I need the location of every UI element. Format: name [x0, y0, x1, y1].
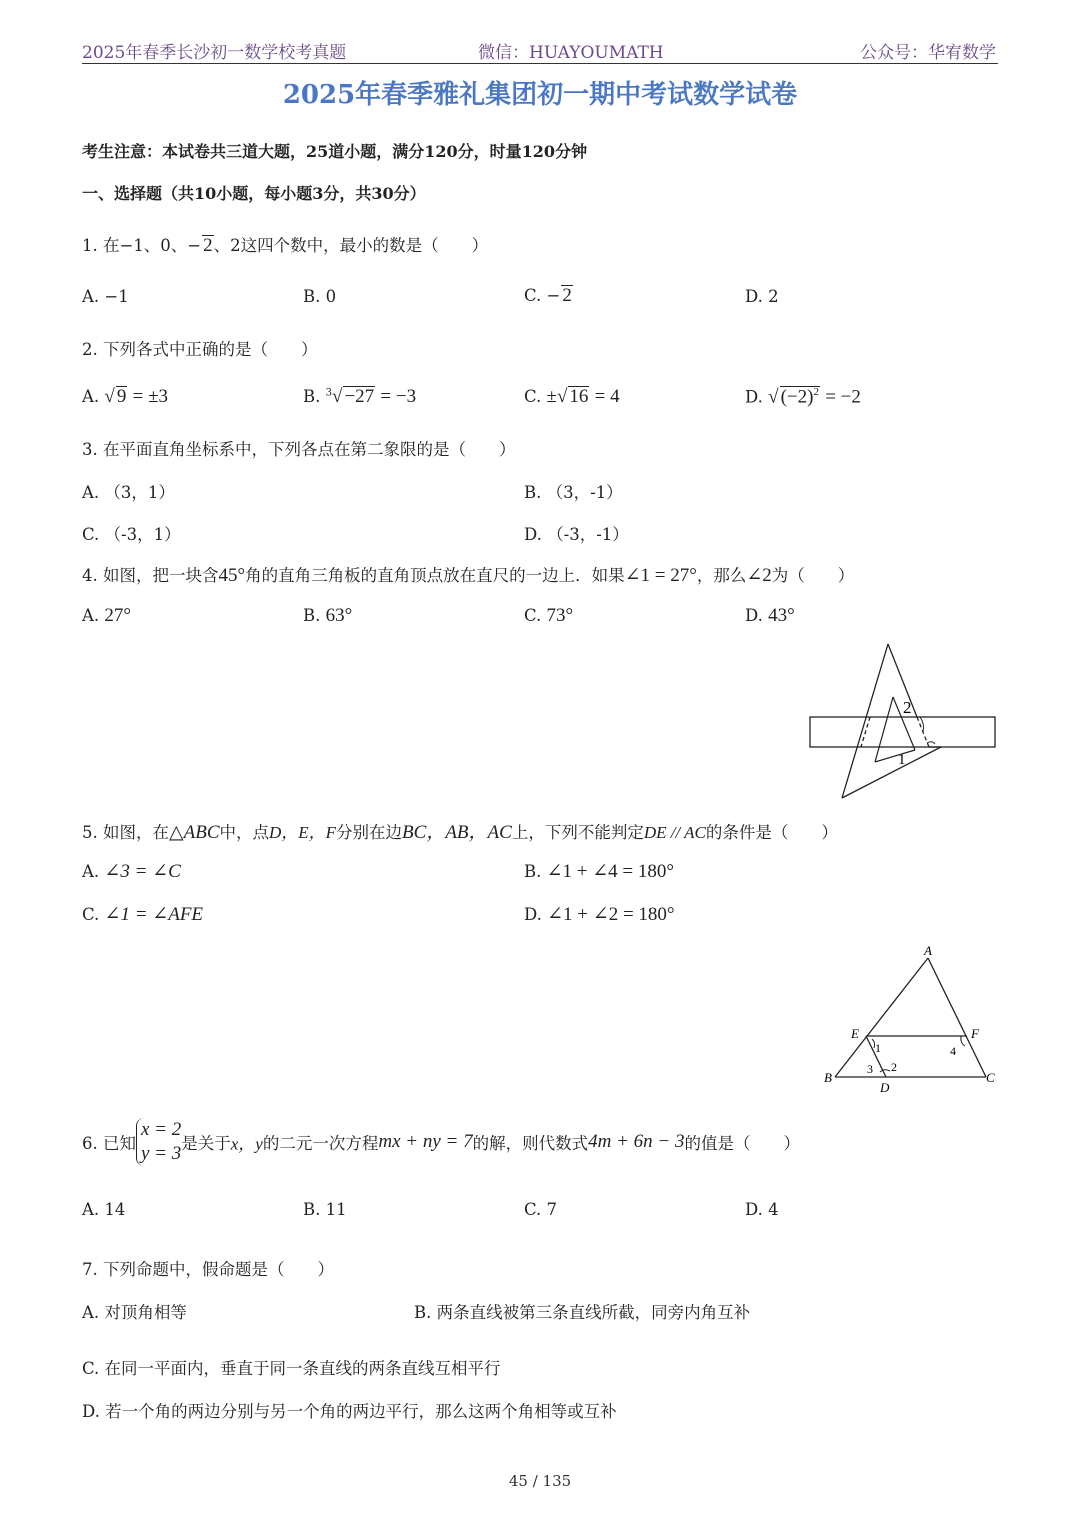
q5-figure-triangle	[820, 940, 1005, 1095]
angle-2-label: 2	[903, 698, 912, 717]
q4-figure-ruler-triangle	[805, 640, 1000, 805]
section-heading: 一、选择题（共10小题，每小题3分，共30分）	[82, 184, 426, 203]
equation-system: x = 2 y = 3	[136, 1118, 181, 1166]
q7-option-c: C. 在同一平面内，垂直于同一条直线的两条直线互相平行	[82, 1359, 501, 1378]
q4-option-b: B. 63°	[303, 605, 353, 626]
angle-1-label: 1	[875, 1041, 881, 1055]
q3-option-d: D. （-3，-1）	[524, 525, 629, 544]
angle-1-label: 1	[898, 752, 906, 768]
q1-option-d: D. 2	[745, 287, 779, 306]
header-divider	[82, 63, 998, 64]
point-e-label: E	[851, 1026, 859, 1041]
header-right: 公众号：华宥数学	[860, 43, 996, 63]
question-3: 3. 在平面直角坐标系中，下列各点在第二象限的是（ ）	[82, 440, 516, 459]
q2-option-a: A. √ 9 = ±3	[82, 386, 169, 407]
q2-option-c: C. ±√ 16 = 4	[524, 386, 620, 407]
ruler	[810, 717, 995, 747]
question-7: 7. 下列命题中，假命题是（ ）	[82, 1260, 334, 1279]
point-b-label: B	[824, 1070, 832, 1085]
q6-option-a: A. 14	[82, 1200, 126, 1219]
q3-option-c: C. （-3，1）	[82, 525, 181, 544]
q3-option-a: A. （3，1）	[82, 483, 175, 502]
q4-option-d: D. 43°	[745, 605, 795, 626]
q2-option-b: B. $^3$√ −27 = −3	[303, 386, 417, 407]
point-f-label: F	[971, 1026, 979, 1041]
question-1: 1. 在−1、0、− 2、2这四个数中，最小的数是（ ）	[82, 235, 489, 256]
q4-option-c: C. 73°	[524, 605, 574, 626]
question-2: 2. 下列各式中正确的是（ ）	[82, 340, 318, 359]
q6-option-b: B. 11	[303, 1200, 347, 1219]
q5-option-d: D. ∠1 + ∠2 = 180°	[524, 904, 675, 925]
page-title: 2025年春季雅礼集团初一期中考试数学试卷	[282, 80, 798, 110]
page-number: 45 / 135	[508, 1472, 572, 1490]
q5-option-c: C. ∠1 = ∠AFE	[82, 904, 204, 925]
q5-option-a: A. ∠3 = ∠C	[82, 861, 181, 882]
q7-option-d: D. 若一个角的两边分别与另一个角的两边平行，那么这两个角相等或互补	[82, 1402, 617, 1421]
q2-option-d: D. √ $(-2)^2 = -2$	[745, 386, 861, 408]
q5-option-b: B. ∠1 + ∠4 = 180°	[524, 861, 674, 882]
question-5: 5. 如图，在△ABC中，点D，E，F分别在边BC，AB，AC上，下列不能判定DE // AC的条件是（ ）	[82, 822, 838, 843]
header-left: 2025年春季长沙初一数学校考真题	[82, 43, 347, 63]
q6-option-d: D. 4	[745, 1200, 779, 1219]
q7-option-a: A. 对顶角相等	[82, 1303, 187, 1322]
question-4: 4. 如图，把一块含45°角的直角三角板的直角顶点放在直尺的一边上．如果∠1 = 27°，那么∠2为（ ）	[82, 565, 855, 586]
angle-3-label: 3	[867, 1062, 873, 1076]
q6-option-c: C. 7	[524, 1200, 558, 1219]
angle-4-label: 4	[950, 1044, 956, 1058]
q1-option-a: A. −1	[82, 287, 129, 306]
sqrt-radicand: 2	[203, 235, 213, 256]
q4-option-a: A. 27°	[82, 605, 132, 626]
q1-option-b: B. 0	[303, 287, 337, 306]
q1-option-c: C. − 2	[524, 285, 572, 306]
q7-option-b: B. 两条直线被第三条直线所截，同旁内角互补	[414, 1303, 751, 1322]
point-c-label: C	[986, 1070, 995, 1085]
question-6: 6. 已知 x = 2 y = 3 是关于x，y的二元一次方程mx + ny = 7的解，则代数式4m + 6n − 3的值是（ ）	[82, 1119, 800, 1164]
exam-notice: 考生注意：本试卷共三道大题，25道小题，满分120分，时量120分钟	[82, 142, 588, 161]
point-a-label: A	[924, 943, 932, 958]
q3-option-b: B. （3，-1）	[524, 483, 623, 502]
header-center: 微信：HUAYOUMATH	[478, 43, 664, 63]
point-d-label: D	[880, 1080, 890, 1095]
angle-2-label: 2	[891, 1060, 897, 1074]
